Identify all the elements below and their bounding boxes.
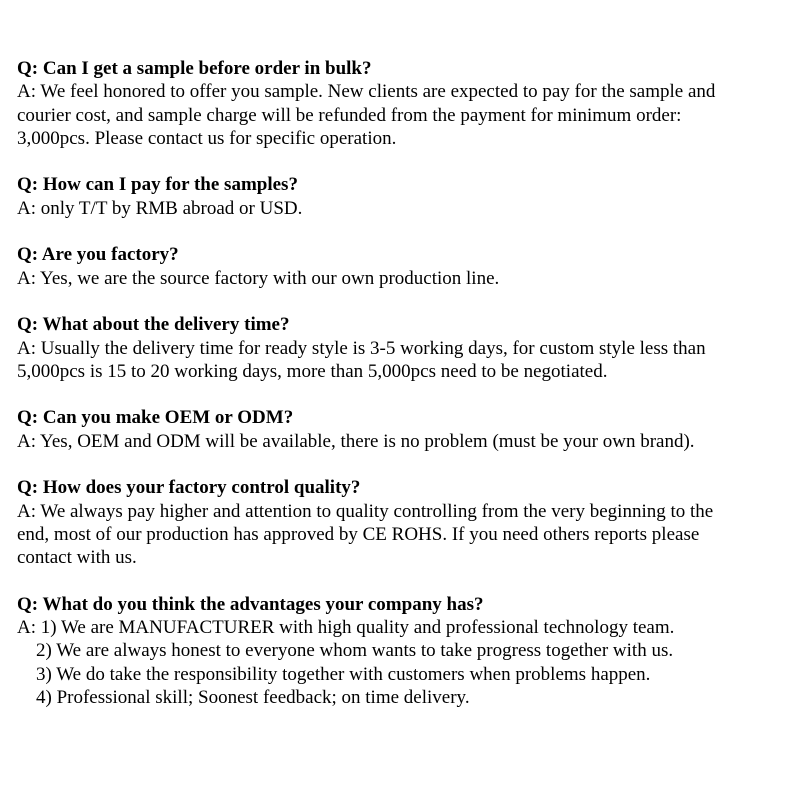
faq-answer	[17, 500, 787, 570]
faq-answer-line: 3,000pcs. Please contact us for specific operation.	[17, 127, 397, 149]
spacer	[17, 220, 787, 243]
faq-answer-line: A: Yes, OEM and ODM will be available, there is no problem (must be your own brand).	[17, 430, 695, 452]
faq-answer-line: 3) We do take the responsibility together with customers when problems happen.	[36, 663, 651, 685]
spacer	[17, 290, 787, 313]
faq-item-factory	[17, 243, 787, 290]
faq-item-payment	[17, 173, 787, 220]
faq-question: Q: How can I pay for the samples?	[17, 174, 298, 196]
faq-answer-line: 4) Professional skill; Soonest feedback; on time delivery.	[36, 687, 470, 709]
faq-question: Q: Can I get a sample before order in bulk?	[17, 58, 372, 79]
faq-question: Q: Can you make OEM or ODM?	[17, 407, 294, 429]
faq-question: Q: What do you think the advantages your company has?	[17, 593, 484, 615]
faq-answer-line: A: only T/T by RMB abroad or USD.	[17, 197, 303, 219]
faq-answer	[17, 267, 787, 290]
faq-answer	[17, 616, 787, 709]
faq-answer-line: A: 1) We are MANUFACTURER with high quality and professional technology team.	[17, 617, 675, 639]
faq-item-advantages	[17, 593, 787, 709]
faq-answer	[17, 337, 787, 384]
faq-answer	[17, 80, 787, 150]
faq-item-oem-odm	[17, 406, 787, 453]
faq-question: Q: How does your factory control quality?	[17, 477, 361, 499]
faq-item-sample	[17, 57, 787, 150]
faq-item-delivery	[17, 313, 787, 383]
faq-item-quality	[17, 476, 787, 569]
faq-answer-line: 2) We are always honest to everyone whom wants to take progress together with us.	[36, 640, 674, 662]
faq-answer-line: A: Yes, we are the source factory with our own production line.	[17, 267, 500, 289]
faq-list	[17, 57, 787, 709]
faq-question: Q: Are you factory?	[17, 244, 179, 266]
spacer	[17, 150, 787, 173]
faq-question: Q: What about the delivery time?	[17, 314, 290, 336]
spacer	[17, 383, 787, 406]
faq-answer-line: contact with us.	[17, 547, 137, 569]
spacer	[17, 453, 787, 476]
spacer	[17, 570, 787, 593]
faq-answer-line: A: Usually the delivery time for ready style is 3-5 working days, for custom style less than	[17, 337, 706, 359]
faq-answer-line: A: We feel honored to offer you sample. New clients are expected to pay for the sample and	[17, 81, 716, 103]
faq-answer-line: courier cost, and sample charge will be refunded from the payment for minimum order:	[17, 104, 682, 126]
faq-answer-line: A: We always pay higher and attention to quality controlling from the very beginning to the	[17, 500, 714, 522]
faq-answer	[17, 197, 787, 220]
faq-answer-line: 5,000pcs is 15 to 20 working days, more than 5,000pcs need to be negotiated.	[17, 360, 608, 382]
faq-answer	[17, 430, 787, 453]
faq-answer-line: end, most of our production has approved by CE ROHS. If you need others reports please	[17, 523, 700, 545]
